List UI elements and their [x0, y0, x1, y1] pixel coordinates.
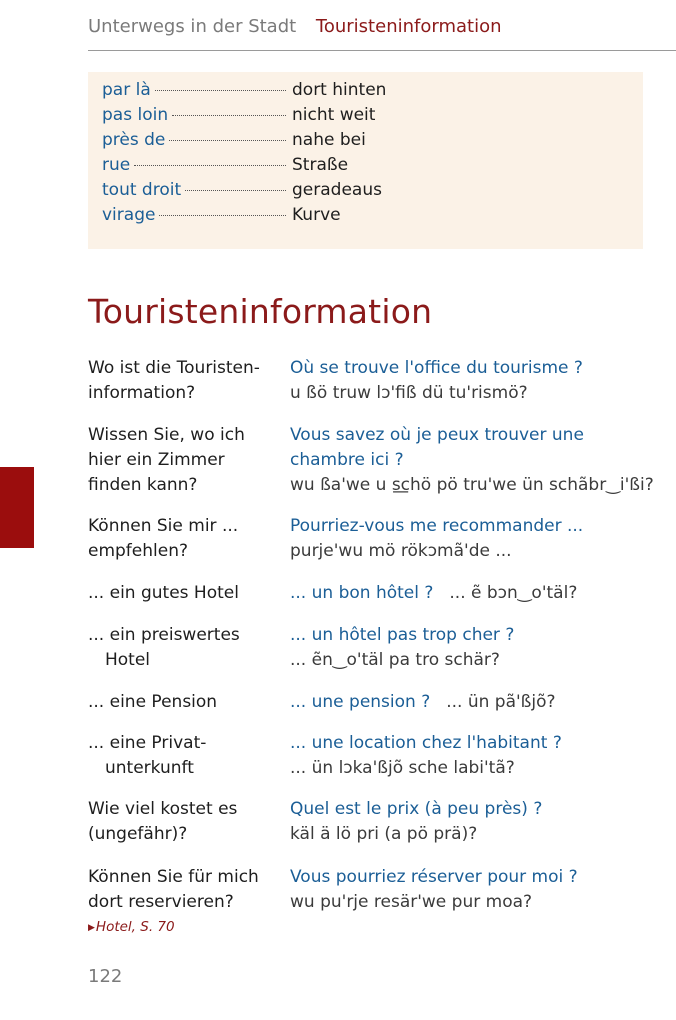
chapter-tab-marker [0, 467, 34, 548]
german-phrase: Wie viel kostet es (ungefähr)? [88, 799, 238, 844]
vocab-row [102, 180, 643, 205]
header-section: Unterwegs in der Stadt [88, 16, 297, 37]
pronunciation: wu pu'rje resär'we pur moa? [290, 892, 533, 912]
vocab-row [102, 155, 643, 180]
vocab-row [102, 130, 643, 155]
section-title: Touristeninformation [88, 292, 433, 331]
page-number: 122 [88, 966, 123, 987]
german-phrase: Wo ist die Touristen- information? [88, 358, 260, 403]
pronunciation: ... ẽ bɔn‿o'täl? [449, 583, 578, 603]
vocab-french: virage [102, 205, 156, 225]
pronunciation: u ßö truw lɔ'fiß dü tu'rismö? [290, 383, 528, 403]
german-phrase: Können Sie für mich dort reservieren? [88, 867, 259, 912]
cross-reference-link[interactable] [88, 919, 175, 935]
vocab-french: près de [102, 130, 166, 150]
french-phrase: ... une location chez l'habitant ? [290, 733, 562, 753]
french-phrase: Vous savez où je peux trouver une [290, 425, 584, 445]
vocab-german: nicht weit [292, 105, 376, 125]
dot-leader [185, 190, 286, 191]
vocab-german: dort hinten [292, 80, 387, 100]
dot-leader [172, 115, 286, 116]
french-phrase: ... une pension ? [290, 692, 431, 712]
french-phrase: Où se trouve l'office du tourisme ? [290, 358, 583, 378]
vocab-german: geradeaus [292, 180, 382, 200]
french-phrase: chambre ici ? [290, 450, 404, 470]
pronunciation: käl ä lö pri (a pö prä)? [290, 824, 478, 844]
vocab-french: rue [102, 155, 131, 175]
french-phrase: Pourriez-vous me recommander ... [290, 516, 584, 536]
header-divider [88, 50, 676, 51]
pronunciation: wu ßa'we u s͟chö pö tru'we ün schãbr‿i'ßi? [290, 475, 654, 495]
french-phrase: ... un bon hôtel ? [290, 583, 434, 603]
french-phrase: Vous pourriez réserver pour moi ? [290, 867, 578, 887]
cross-reference-text: Hotel, S. 70 [95, 919, 175, 935]
vocabulary-box [88, 72, 643, 249]
dot-leader [169, 140, 286, 141]
vocab-row [102, 105, 643, 130]
running-header [88, 16, 502, 37]
vocab-french: pas loin [102, 105, 169, 125]
german-phrase: ... ein gutes Hotel [88, 583, 239, 603]
vocab-french: par là [102, 80, 151, 100]
vocab-german: Kurve [292, 205, 341, 225]
french-phrase: ... un hôtel pas trop cher ? [290, 625, 515, 645]
dot-leader [159, 215, 286, 216]
german-phrase: ... eine Privat- unterkunft [88, 733, 207, 778]
german-phrase: ... eine Pension [88, 692, 218, 712]
german-phrase: Können Sie mir ... empfehlen? [88, 516, 239, 561]
vocab-german: Straße [292, 155, 349, 175]
pronunciation: ... ün pã'ßjõ? [446, 692, 556, 712]
french-phrase: Quel est le prix (à peu près) ? [290, 799, 543, 819]
vocab-row [102, 205, 643, 230]
vocab-french: tout droit [102, 180, 182, 200]
vocab-german: nahe bei [292, 130, 366, 150]
arrow-right-icon: ▶ [88, 923, 95, 933]
pronunciation: ... ün lɔka'ßjõ sche labi'tã? [290, 758, 515, 778]
pronunciation: purje'wu mö rökɔmã'de ... [290, 541, 512, 561]
dot-leader [134, 165, 286, 166]
german-phrase: ... ein preiswertes Hotel [88, 625, 240, 670]
vocab-row [102, 80, 643, 105]
header-topic: Touristeninformation [315, 16, 502, 37]
dot-leader [155, 90, 286, 91]
pronunciation: ... ẽn‿o'täl pa tro schär? [290, 650, 500, 670]
german-phrase: Wissen Sie, wo ich hier ein Zimmer finden kann? [88, 425, 245, 495]
